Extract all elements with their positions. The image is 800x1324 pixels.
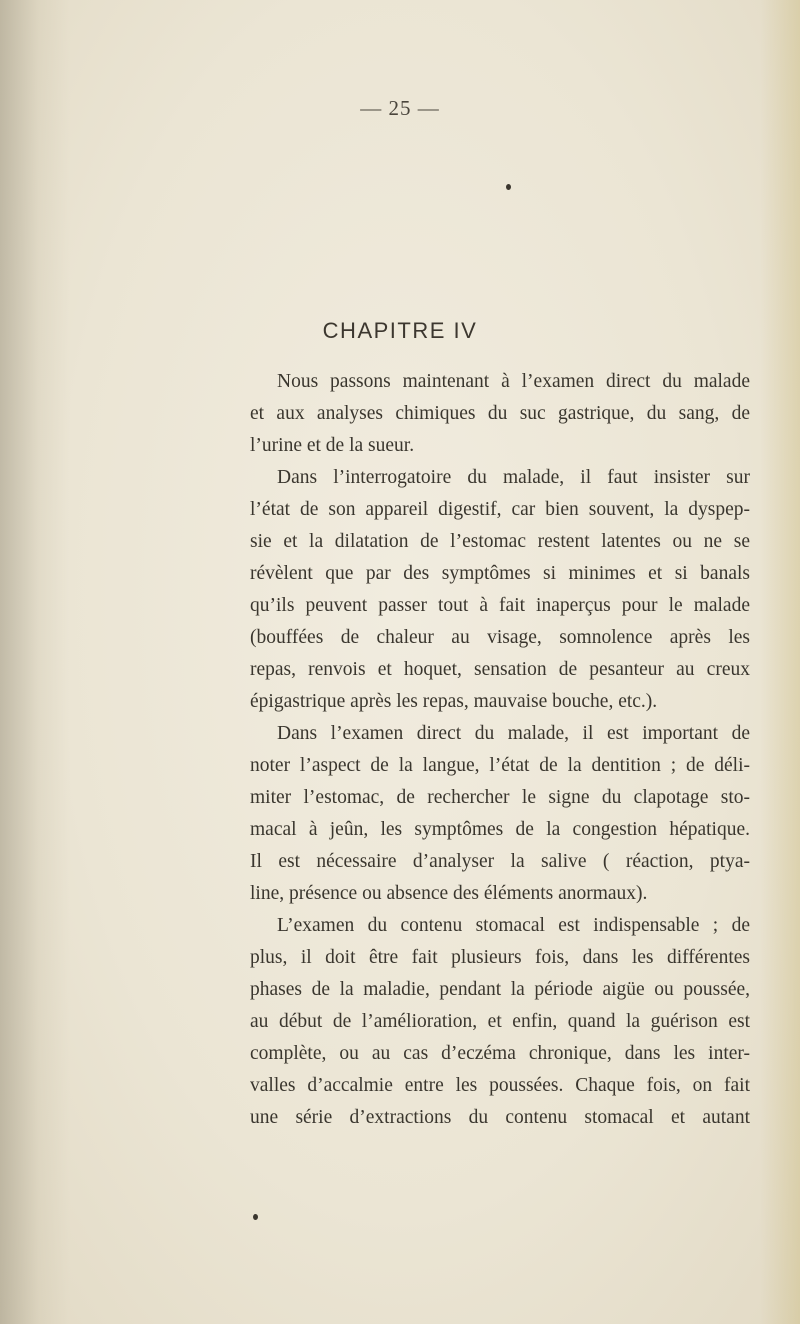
text-line: Nous passons maintenant à l’examen direct du malade: [277, 371, 750, 392]
text-line: Dans l’examen direct du malade, il est important de: [277, 723, 750, 744]
page-edge-discoloration: [760, 0, 800, 1324]
text-line: macal à jeûn, les symptômes de la congestion hépatique.: [250, 819, 750, 840]
text-line: une série d’extractions du contenu stomacal et autant: [250, 1107, 750, 1128]
text-line: au début de l’amélioration, et enfin, quand la guérison est: [250, 1011, 750, 1032]
text-line: repas, renvois et hoquet, sensation de pesanteur au creux: [250, 659, 750, 680]
text-line: et aux analyses chimiques du suc gastrique, du sang, de: [250, 403, 750, 424]
text-line: plus, il doit être fait plusieurs fois, dans les différentes: [250, 947, 750, 968]
text-line: Dans l’interrogatoire du malade, il faut insister sur: [277, 467, 750, 488]
text-line: phases de la maladie, pendant la période aigüe ou poussée,: [250, 979, 750, 1000]
chapter-title: CHAPITRE IV: [322, 318, 478, 343]
text-line: sie et la dilatation de l’estomac restent latentes ou ne se: [250, 531, 750, 552]
text-line: épigastrique après les repas, mauvaise bouche, etc.).: [250, 691, 658, 712]
text-line: valles d’accalmie entre les poussées. Chaque fois, on fait: [250, 1075, 750, 1096]
page-number: — 25 —: [360, 96, 440, 120]
text-line: line, présence ou absence des éléments anormaux).: [250, 883, 648, 904]
text-line: Il est nécessaire d’analyser la salive ( réaction, ptya-: [250, 851, 750, 872]
text-line: l’urine et de la sueur.: [250, 435, 415, 456]
page-binding-shadow: [0, 0, 70, 1324]
ink-speck: [506, 184, 511, 190]
text-line: L’examen du contenu stomacal est indispensable ; de: [277, 915, 750, 936]
text-line: (bouffées de chaleur au visage, somnolence après les: [250, 627, 750, 648]
text-line: l’état de son appareil digestif, car bien souvent, la dyspep-: [250, 499, 750, 520]
text-line: révèlent que par des symptômes si minimes et si banals: [250, 563, 750, 584]
text-line: complète, ou au cas d’eczéma chronique, dans les inter-: [250, 1043, 750, 1064]
text-line: noter l’aspect de la langue, l’état de la dentition ; de déli-: [250, 755, 750, 776]
text-line: miter l’estomac, de rechercher le signe du clapotage sto-: [250, 787, 750, 808]
ink-speck: [253, 1214, 258, 1220]
text-line: qu’ils peuvent passer tout à fait inaperçus pour le malade: [250, 595, 750, 616]
